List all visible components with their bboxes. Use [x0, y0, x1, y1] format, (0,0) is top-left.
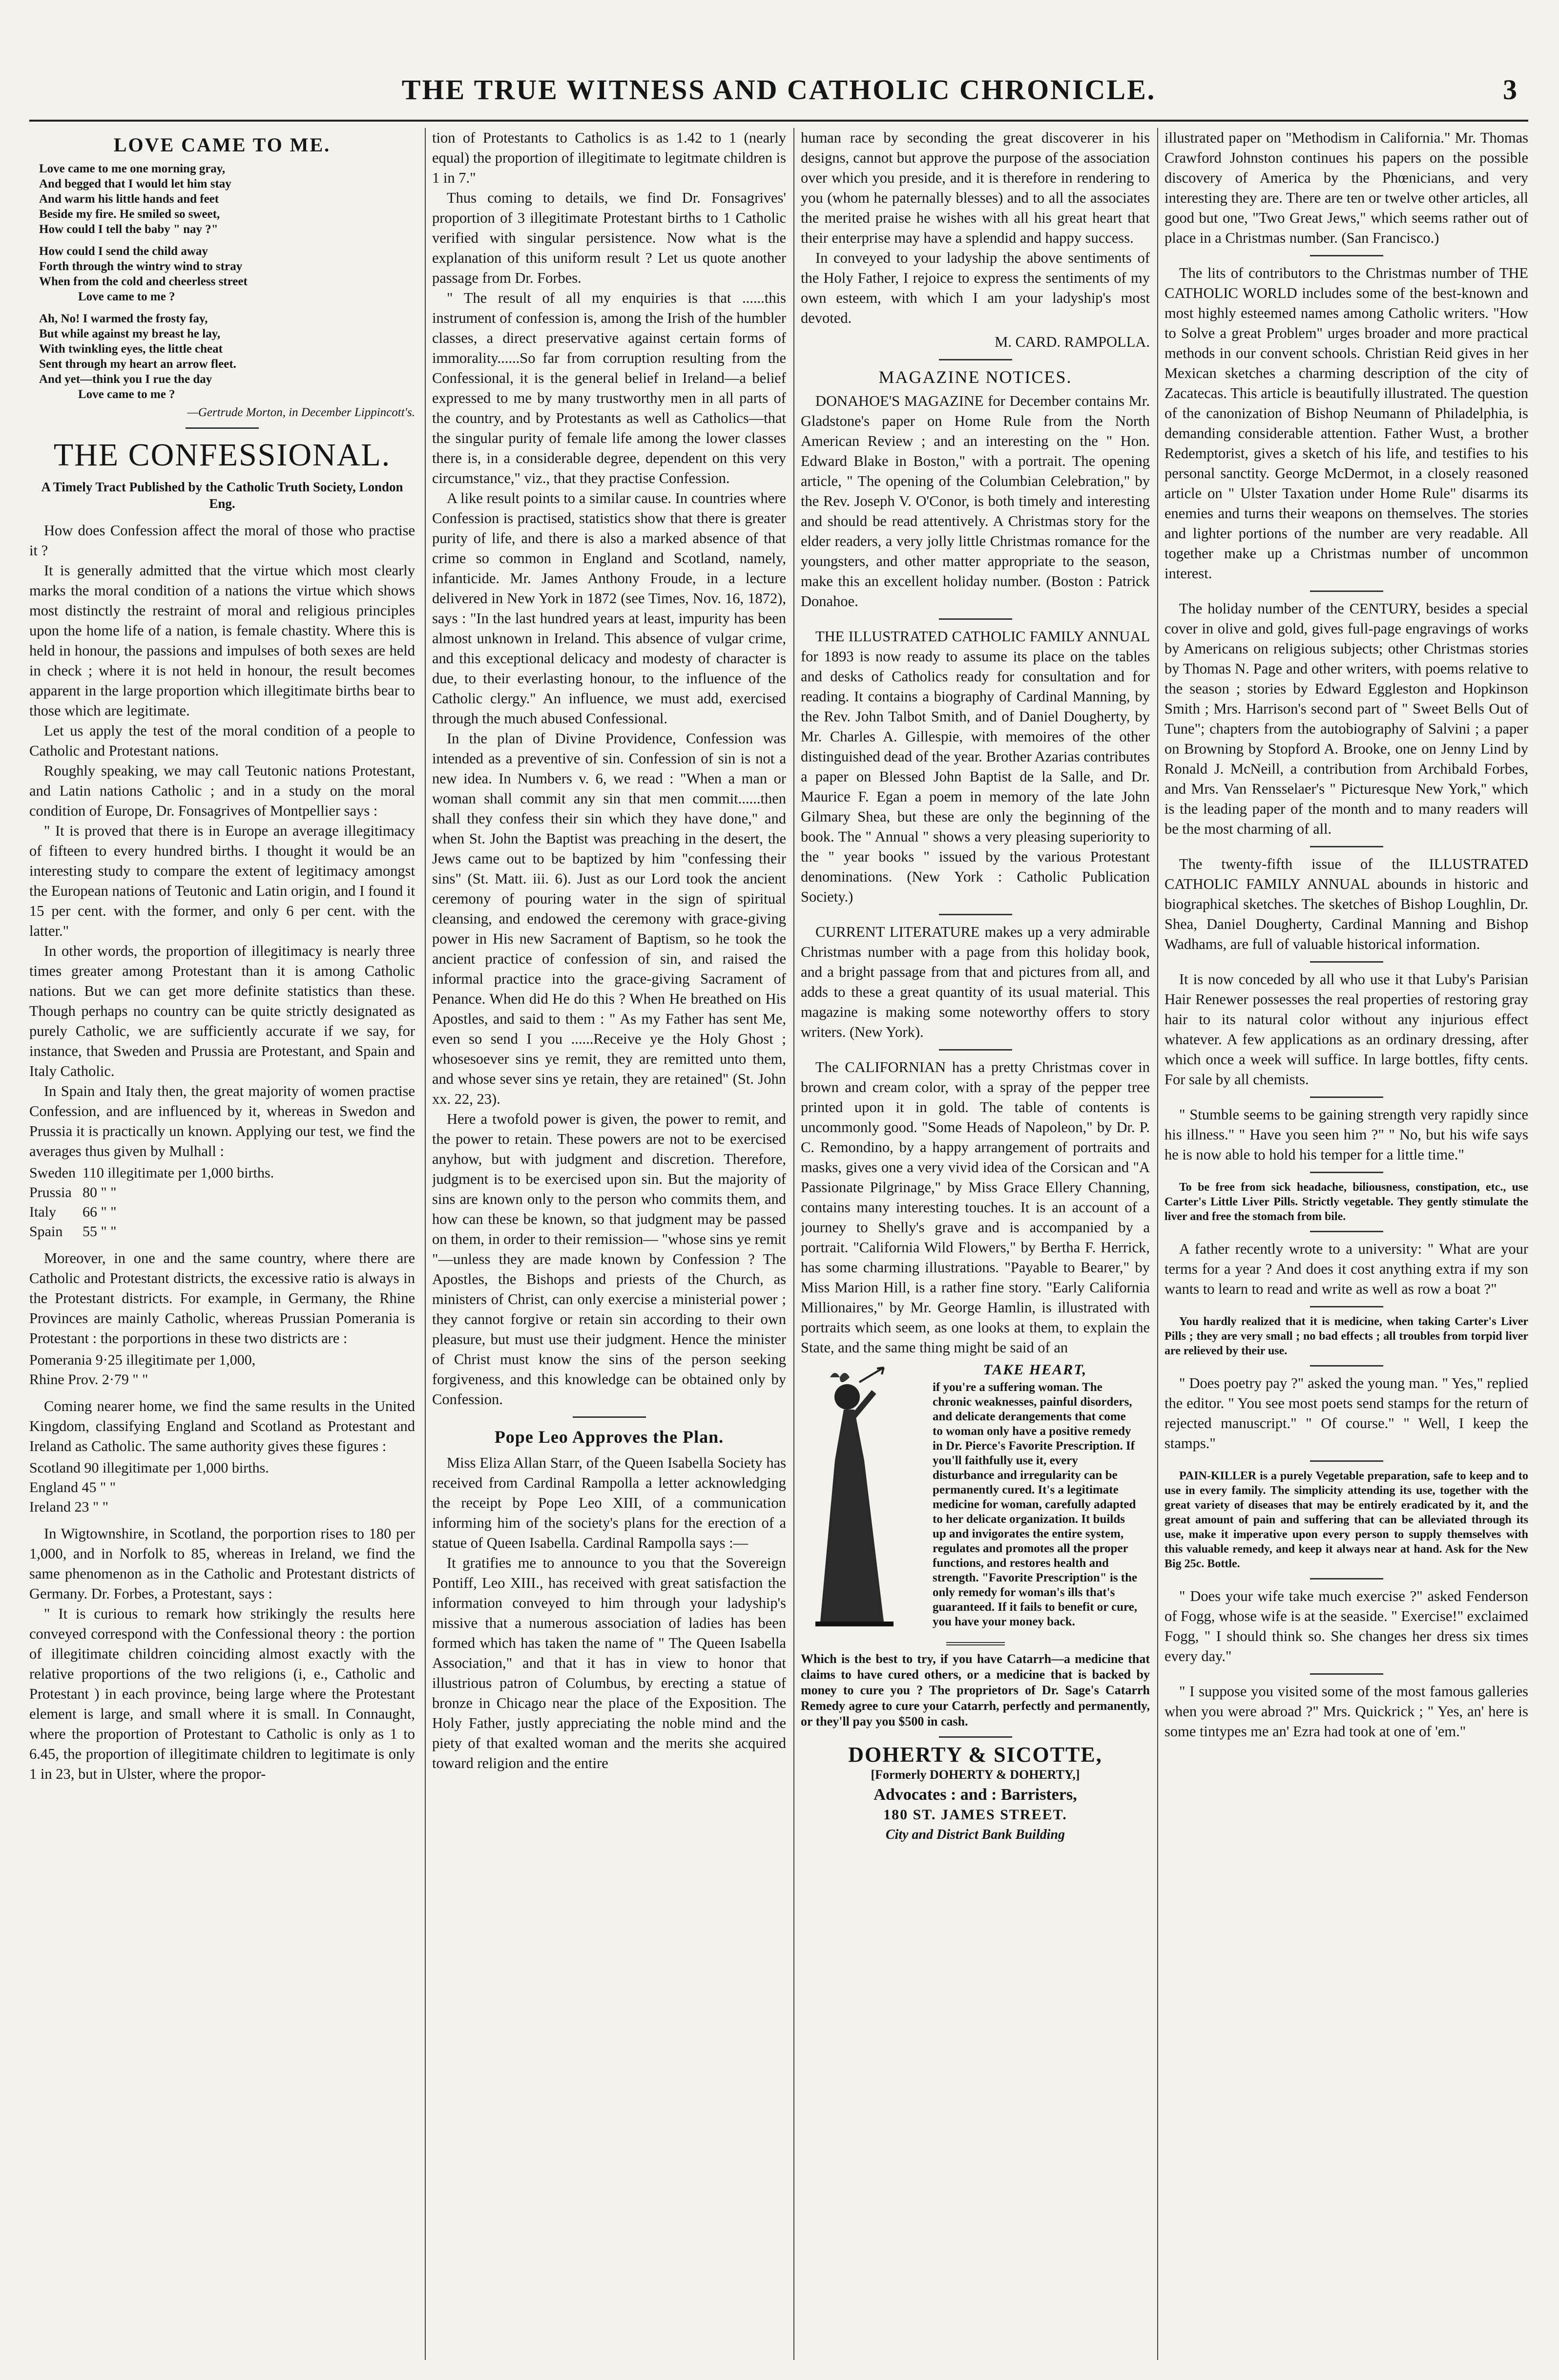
paragraph: How does Confession affect the moral of those who practise it ?: [29, 522, 415, 559]
paragraph: In Wigtownshire, in Scotland, the porportion rises to 180 per 1,000, and in Norfolk to 85, whereas in Ireland, we find the same phenomenon as in the Catholic and Protestant districts of Germany. Dr. Forbes, a Protestant, says :: [29, 1525, 415, 1602]
poem-line: Sent through my heart an arrow fleet.: [39, 358, 236, 371]
poem: [39, 161, 415, 402]
masthead-rule: [29, 120, 1528, 122]
stats-row: [29, 1183, 281, 1202]
poem-line: And yet—think you I rue the day: [39, 373, 212, 386]
paragraph: In conveyed to your ladyship the above sentiments of the Holy Father, I rejoice to express the sentiments of my own esteem, with which I am your ladyship's most devoted.: [801, 250, 1150, 326]
poem-line: How could I tell the baby " nay ?": [39, 223, 218, 236]
stats-value: 55 " ": [82, 1223, 117, 1240]
stats-value: Pomerania 9·25 illegitimate per 1,000,: [29, 1352, 256, 1368]
separator: [1310, 1365, 1383, 1367]
separator: [573, 1416, 646, 1418]
firm-name: DOHERTY & SICOTTE,: [848, 1743, 1102, 1767]
paragraph: " Does your wife take much exercise ?" asked Fenderson of Fogg, whose wife is at the seaside. " Exercise!" exclaimed Fogg, " I should think so. She changes her dress six times every day.": [1164, 1588, 1528, 1664]
poem-line: When from the cold and cheerless street: [39, 275, 248, 288]
separator: [939, 359, 1012, 360]
stats-value: Rhine Prov. 2·79 " ": [29, 1371, 148, 1388]
section-title: Pope Leo Approves the Plan.: [494, 1427, 724, 1447]
paragraph: In the plan of Divine Providence, Confession was intended as a preventive of sin. Confession of sin is not a new idea. In Numbers v. 6, we read : "When a man or woman shall commit any sin that men commit......then shall they confess their sin which they have done," and when St. John the Baptist was preaching in the desert, the Jews came out to be baptized by him "confessing their sins" (St. Matt. iii. 6). Just as our Lord took the ancient ceremony of pouring water in the sign of spiritual cleansing, and endowed the ceremony with grace-giving power in His new Sacrament of Baptism, so he took the ancient practice of confession of sin, and raised the informal practice into the grace-giving Sacrament of Penance. When did He do this ? When He breathed on His Apostles, and said to them : " As my Father has sent Me, even so send I you ......Receive ye the Holy Ghost ; whosesoever sins ye remit, they are remitted unto them, and whose sever sins ye retain, they are retained" (St. John xx. 22, 23).: [432, 730, 786, 1107]
stats-country: Italy: [29, 1204, 56, 1220]
paragraph: human race by seconding the great discoverer in his designs, cannot but approve the purpose of the association over which you preside, and it is therefore in rendering to you (whom he paternally blesses) and to all the associates the merited praise he wishes with all his great heart that their enterprise may have a splendid and happy success.: [801, 129, 1150, 246]
masthead-title: THE TRUE WITNESS AND CATHOLIC CHRONICLE.: [401, 74, 1156, 105]
firm-former-name: [Formerly DOHERTY & DOHERTY,]: [871, 1768, 1080, 1782]
paragraph: Roughly speaking, we may call Teutonic nations Protestant, and Latin nations Catholic ; and in a study on the moral condition of Europe, Dr. Fonsagrives of Montpellier says :: [29, 762, 415, 819]
separator: [939, 914, 1012, 915]
poem-line: Love came to me ?: [78, 388, 175, 401]
stats-country: Sweden: [29, 1165, 76, 1181]
ad-carters-liver-pills: You hardly realized that it is medicine, when taking Carter's Liver Pills ; they are very small ; no bad effects ; all troubles from torpid liver are relieved by their use.: [1164, 1315, 1528, 1357]
separator: [1310, 1231, 1383, 1232]
paragraph: " I suppose you visited some of the most famous galleries when you were abroad ?" Mrs. Quickrick ; " Yes, an' here is some tintypes me an' Ezra had took at one of 'em.": [1164, 1683, 1528, 1740]
ad-pain-killer: PAIN-KILLER is a purely Vegetable preparation, safe to keep and to use in every family. The simplicity attending its use, together with the great variety of diseases that may be entirely eradicated by it, and the great amount of pain and suffering that can be alleviated through its use, make it imperative upon every person to supply themselves with this valuable remedy, and keep it always near at hand. Ask for the New Big 25c. Bottle.: [1164, 1470, 1528, 1570]
stats-row: [29, 1163, 281, 1183]
stats-table-3: [29, 1458, 276, 1517]
poem-credit: —Gertrude Morton, in December Lippincott's.: [187, 406, 415, 419]
poem-title: LOVE CAME TO ME.: [113, 134, 331, 156]
separator: [946, 1642, 1005, 1645]
paragraph: The CALIFORNIAN has a pretty Christmas cover in brown and cream color, with a spray of the pepper tree printed upon it in gold. The table of contents is uncommonly good. "Some Heads of Napoleon," by Dr. P. C. Remondino, by a happy arrangement of portraits and masks, gives one a very vivid idea of the Corsican and "A Passionate Pilgrinage," by Miss Grace Ellery Channing, contains many interesting touches. It is an account of a journey to Shelly's grave and is accompanied by a portrait. "California Wild Flowers," by Bertha F. Herrick, has some charming illustrations. "Payable to Bearer," by Miss Marion Hill, is a rather fine story. "Early California Millionaires," by Mr. George Hamlin, is illustrated with portraits which seem, as one looks at them, to explain the State, and the same thing might be said of an: [801, 1059, 1150, 1356]
separator: [939, 618, 1012, 620]
separator: [1310, 1460, 1383, 1462]
separator: [1310, 1578, 1383, 1580]
stats-row: [29, 1458, 276, 1478]
firm-address: 180 ST. JAMES STREET.: [883, 1807, 1067, 1823]
paragraph: " Does poetry pay ?" asked the young man. " Yes," replied the editor. " You see most poets send stamps for the return of rejected manuscript." " Of course." " Well, I keep the stamps.": [1164, 1375, 1528, 1452]
masthead: [29, 73, 1528, 112]
poem-line: Love came to me one morning gray,: [39, 162, 226, 175]
ad-body: [933, 1363, 1138, 1629]
woman-figure-illustration: [801, 1363, 928, 1636]
stats-country: Spain: [29, 1223, 63, 1240]
separator: [1310, 1306, 1383, 1307]
paragraph: illustrated paper on "Methodism in California." Mr. Thomas Crawford Johnston continues his papers on the possible discovery of America by the Phœnicians, and very interesting they are. There are ten or twelve other articles, all good but one, "Two Great Jews," which seems rather out of place in a Christmas number. (San Francisco.): [1164, 129, 1528, 246]
separator: [1310, 961, 1383, 963]
stats-country: Prussia: [29, 1184, 72, 1201]
separator: [1310, 1096, 1383, 1098]
poem-line: Beside my fire. He smiled so sweet,: [39, 208, 220, 221]
paragraph: It is generally admitted that the virtue which most clearly marks the moral condition of a nations the virtue which shows most distinctly the restraint of moral and religious principles upon the home life of a nation, is female chastity. Where this is held in honour, the passions and impulses of both sexes are held in check ; where it is not held in honour, the result becomes apparent in the large proportion which illegitimate births bear to those which are legitimate.: [29, 562, 415, 719]
paragraph: Moreover, in one and the same country, where there are Catholic and Protestant districts, the excessive ratio is always in the Protestant districts. For example, in Germany, the Rhine Provinces are mainly Catholic, whereas Prussian Pomerania is Protestant : the porportions in these two districts are :: [29, 1250, 415, 1347]
paragraph: In other words, the proportion of illegitimacy is nearly three times greater among Protestant than it is among Catholic nations. But we can get more definite statistics than these. Though perhaps no country can be quite strictly designated as purely Catholic, we are sufficiently accurate if we say, for instance, that Sweden and Prussia are Protestant, and Spain and Italy Catholic.: [29, 943, 415, 1079]
business-card: [801, 1745, 1150, 1845]
separator: [1310, 590, 1383, 592]
poem-line: With twinkling eyes, the little cheat: [39, 342, 223, 356]
paragraph: The twenty-fifth issue of the ILLUSTRATED CATHOLIC FAMILY ANNUAL abounds in historic and biographical sketches. The sketches of Bishop Loughlin, Dr. Shea, Daniel Dougherty, Cardinal Manning and Bishop Wadhams, are full of valuable historical information.: [1164, 856, 1528, 952]
firm-profession: Advocates : and : Barristers,: [873, 1786, 1077, 1804]
article-subtitle: A Timely Tract Published by the Catholic Truth Society, London Eng.: [41, 480, 403, 511]
stats-value: Scotland 90 illegitimate per 1,000 births.: [29, 1460, 269, 1476]
paragraph: In Spain and Italy then, the great majority of women practise Confession, and are influenced by it, whereas in Swedon and Prussia it is practically un known. Applying our test, we find the averages thus given by Mulhall :: [29, 1083, 415, 1159]
stats-value: Ireland 23 " ": [29, 1499, 108, 1515]
paragraph: The holiday number of the CENTURY, besides a special cover in olive and gold, gives full-page engravings of works by Americans on religious subjects; other Christmas stories by Thomas N. Page and other writers, with poems relative to the season ; stories by Edward Eggleston and Hopkinson Smith ; Mrs. Harrison's second part of " Sweet Bells Out of Tune"; chapters from the autobiography of Salvini ; a paper on Browning by Stopford A. Brooke, one on Jenny Lind by Ronald J. McNeill, a contribution from Archibald Forbes, and Mrs. Van Rensselaer's " Picturesque New York," which is the leading paper of the month and to many readers will be the most charming of all.: [1164, 600, 1528, 837]
ad-catarrh: Which is the best to try, if you have Catarrh—a medicine that claims to have cured others, or a medicine that is backed by money to cure you ? The proprietors of Dr. Sage's Catarrh Remedy agree to cure your Catarrh, perfectly and permanently, or they'll pay you $500 in cash.: [801, 1652, 1150, 1728]
paragraph: A like result points to a similar cause. In countries where Confession is practised, statistics show that there is greater purity of life, and there is also a marked absence of that crime so common in England and Scotland, namely, infanticide. Mr. James Anthony Froude, in a lecture delivered in New York in 1872 (see Times, Nov. 16, 1872), says : "In the last hundred years at least, impurity has been almost unknown in Ireland. This absence of vulgar crime, and this exceptional delicacy and modesty of character is due, to their everlasting honour, to the influence of the Catholic clergy." An influence, we must add, exercised through the much abused Confessional.: [432, 490, 786, 727]
stats-row: [29, 1202, 281, 1222]
paragraph: " It is curious to remark how strikingly the results here conveyed correspond with the Confessional theory : the portion of illegitimate children coinciding almost exactly with the relative proportions of the two religions (i, e., Catholic and Protestant ) in each province, being large where the Protestant element is large, and small where it is small. In Connaught, where the proportion of Protestant to Catholic is only as 1 to 6.45, the proportion of illegitimate children to legitimate is only 1 in 23, but in Ulster, where the propor-: [29, 1605, 415, 1782]
poem-line: And begged that I would let him stay: [39, 177, 231, 190]
separator: [186, 427, 259, 429]
paragraph: Let us apply the test of the moral condition of a people to Catholic and Protestant nations.: [29, 722, 415, 759]
stats-row: [29, 1370, 262, 1390]
separator: [1310, 1172, 1383, 1173]
stats-value: 66 " ": [82, 1204, 117, 1220]
paragraph: Thus coming to details, we find Dr. Fonsagrives' proportion of 3 illegitimate Protestant births to 1 Catholic verified with singular persistence. Now what is the explanation of this uniform result ? Let us quote another passage from Dr. Forbes.: [432, 190, 786, 286]
separator: [939, 1049, 1012, 1051]
column-3: [801, 128, 1150, 2360]
advertisement-take-heart: [801, 1363, 1150, 1636]
stats-row: [29, 1222, 281, 1242]
separator: [939, 1736, 1012, 1738]
poem-line: And warm his little hands and feet: [39, 192, 219, 206]
poem-line: But while against my breast he lay,: [39, 327, 221, 340]
stats-row: [29, 1478, 276, 1497]
paragraph: It gratifies me to announce to you that the Sovereign Pontiff, Leo XIII., has received with great satisfaction the information conveyed to him through your ladyship's missive that a numerous association of ladies has been formed which has taken the name of " The Queen Isabella Association," and that it has in view to honor that illustrious patron of Columbus, by erecting a statue of bronze in Chicago near the place of the Exposition. The Holy Father, justly appreciating the noble mind and the piety of that exalted woman and the merits she acquired toward religion and the entire: [432, 1555, 786, 1771]
column-divider-1: [425, 128, 426, 2360]
signature: M. CARD. RAMPOLLA.: [995, 334, 1150, 350]
section-title: MAGAZINE NOTICES.: [878, 367, 1072, 387]
column-4: [1164, 128, 1528, 2360]
poem-line: Love came to me ?: [78, 290, 175, 303]
column-2: [432, 128, 786, 2360]
ad-text: if you're a suffering woman. The chronic weaknesses, painful disorders, and delicate derangements that come to woman only have a positive remedy in Dr. Pierce's Favorite Prescription. If you'll faithfully use it, every disturbance and irregularity can be permanently cured. It's a legitimate medicine for woman, carefully adapted to her delicate organization. It builds up and invigorates the entire system, regulates and promotes all the proper functions, and restores health and strength. "Favorite Prescription" is the only remedy for woman's ills that's guaranteed. If it fails to benefit or cure, you have your money back.: [933, 1381, 1138, 1628]
page-number: 3: [1503, 74, 1518, 105]
paragraph: tion of Protestants to Catholics is as 1.42 to 1 (nearly equal) the proportion of illegitimate to legitmate children is 1 in 7.": [432, 129, 786, 186]
poem-line: Forth through the wintry wind to stray: [39, 260, 243, 273]
paragraph: " Stumble seems to be gaining strength very rapidly since his illness." " Have you seen him ?" " No, but his wife says he is now able to hold his temper for a little time.": [1164, 1106, 1528, 1163]
paragraph: " It is proved that there is in Europe an average illegitimacy of fifteen to every hundred births. I thought it would be an interesting study to compare the extent of legitimacy amongst the European nations of Teutonic and Latin origin, and I found it 15 per cent. with the former, and only 6 per cent. with the latter.": [29, 822, 415, 939]
stats-value: England 45 " ": [29, 1479, 116, 1495]
paragraph: CURRENT LITERATURE makes up a very admirable Christmas number with a page from this holiday book, and a bright passage from that and pictures from all, and adds to these a great quantity of its usual material. This magazine is making some noteworthy offers to story writers. (New York).: [801, 924, 1150, 1040]
column-divider-3: [1157, 128, 1158, 2360]
column-1: [29, 128, 415, 2360]
paragraph: Miss Eliza Allan Starr, of the Queen Isabella Society has received from Cardinal Rampolla a letter acknowledging the receipt by Pope Leo XIII, of a communication informing him of the society's plans for the erection of a statue of Queen Isabella. Cardinal Rampolla says :—: [432, 1454, 786, 1551]
separator: [1310, 846, 1383, 847]
stats-row: [29, 1497, 276, 1517]
stats-row: [29, 1350, 262, 1370]
ad-carters-pills: To be free from sick headache, biliousness, constipation, etc., use Carter's Little Liver Pills. Strictly vegetable. They gently stimulate the liver and free the stomach from bile.: [1164, 1181, 1528, 1223]
paragraph: A father recently wrote to a university: " What are your terms for a year ? And does it cost anything extra if my son wants to learn to read and write as well as row a boat ?": [1164, 1241, 1528, 1297]
paragraph: Coming nearer home, we find the same results in the United Kingdom, classifying England and Scotland as Protestant and Ireland as Catholic. The same authority gives these figures :: [29, 1398, 415, 1454]
stats-table-2: [29, 1350, 262, 1390]
paragraph: THE ILLUSTRATED CATHOLIC FAMILY ANNUAL for 1893 is now ready to assume its place on the tables and desks of Catholics ready for consultation and for reading. It contains a biography of Cardinal Manning, by the Rev. John Talbot Smith, and of Daniel Dougherty, by Mr. Charles A. Gillespie, with memoires of the other distinguished dead of the year. Brother Azarias contributes a paper on Blessed John Baptist de la Salle, and Dr. Maurice F. Egan a poem in memory of the late John Gilmary Shea, but these are only the beginning of the book. The " Annual " shows a very pleasing superiority to the " year books " issued by the various Protestant denominations. (New York : Catholic Publication Society.): [801, 628, 1150, 905]
ad-title: TAKE HEART,: [983, 1362, 1087, 1378]
paragraph: Here a twofold power is given, the power to remit, and the power to retain. These powers are not to be exercised anyhow, but with judgment and discretion. Therefore, judgment is to be exercised upon sin. But the majority of sins are known only to the person who commits them, and how can these be known, so that judgment may be passed on them, in order to their remission— "whose sins ye remit "—unless they are made known by Confession ? The Apostles, the Bishops and priests of the Church, as ministers of Christ, can only exercise a ministerial power ; they cannot forgive or retain sin according to their own pleasure, but must use their judgment. Hence the minister of Christ must know the sins of the person seeking forgiveness, and this knowledge can be obtained only by Confession.: [432, 1111, 786, 1408]
column-divider-2: [793, 128, 794, 2360]
separator: [1310, 255, 1383, 256]
separator: [1310, 1673, 1383, 1675]
stats-value: 110 illegitimate per 1,000 births.: [82, 1165, 274, 1181]
paragraph: DONAHOE'S MAGAZINE for December contains Mr. Gladstone's paper on Home Rule from the North American Review ; and an interesting on the " Hon. Edward Blake in Boston," with a portrait. The opening article, " The opening of the Columbian Celebration," by the Rev. Joseph V. O'Conor, is both timely and interesting and should be read attentively. A Christmas story for the elder readers, a very jolly little Christmas romance for the youngsters, and other matter appropriate to the season, make this an excellent holiday number. (Boston : Patrick Donahoe.: [801, 393, 1150, 610]
poem-line: Ah, No! I warmed the frosty fay,: [39, 312, 208, 325]
stats-table-1: [29, 1163, 281, 1242]
firm-building: City and District Bank Building: [885, 1827, 1065, 1842]
article-title: THE CONFESSIONAL.: [53, 437, 391, 473]
paragraph: It is now conceded by all who use it that Luby's Parisian Hair Renewer possesses the real properties of restoring gray hair to its natural color without any injurious effect whatever. A few applications as an ordinary dressing, after which once a week will suffice. In large bottles, fifty cents. For sale by all chemists.: [1164, 971, 1528, 1088]
paragraph: The lits of contributors to the Christmas number of THE CATHOLIC WORLD includes some of the best-known and most highly esteemed names among Catholic writers. "How to Solve a great Problem" urges broader and more practical methods in our convent schools. Christian Reid gives in her Mexican sketches a charming description of the city of Zacatecas. This article is beautifully illustrated. The question of the canonization of Bishop Neumann of Philadelphia, is demanding considerable attention. Father Wust, a brother Redemptorist, gives a sketch of his life, and testifies to his personal sanctity. George McDermot, in a closely reasoned article on " Ulster Taxation under Home Rule" disarms its enemies and turns their weapons on themselves. The stories and lighter portions of the number are very readable. All together make up a Christmas number of uncommon interest.: [1164, 265, 1528, 582]
poem-line: How could I send the child away: [39, 245, 208, 258]
paragraph: " The result of all my enquiries is that ......this instrument of confession is, among the Irish of the humbler classes, a direct preservative against certain forms of immorality......So far from corruption resulting from the Confessional, it is the general belief in Ireland—a belief expressed to me by many trustworthy men in all parts of the country, and by Protestants as well as Catholics—that the singular purity of female life among the lower classes there is, in a considerable degree, dependent on this very circumstance," viz., that they practise Confession.: [432, 290, 786, 486]
stats-value: 80 " ": [82, 1184, 117, 1201]
